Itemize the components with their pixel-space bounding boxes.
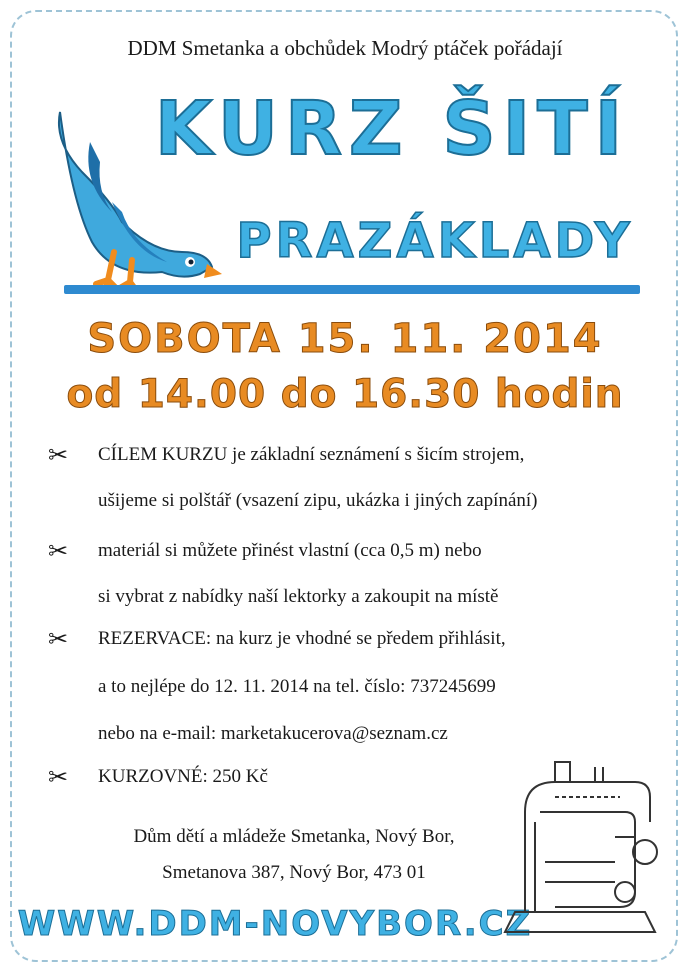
course-title: KURZ ŠITÍ — [154, 86, 630, 172]
info-line: CÍLEM KURZU je základní seznámení s šicím strojem, — [98, 444, 525, 465]
scissors-icon: ✂ — [48, 627, 69, 653]
course-subtitle: PRAZÁKLADY — [236, 213, 634, 269]
sewing-machine-icon — [495, 742, 665, 942]
website-link[interactable]: WWW.DDM-NOVYBOR.CZ — [17, 904, 533, 944]
info-line: materiál si můžete přinést vlastní (cca 0,5 m) nebo — [98, 540, 482, 561]
event-time: od 14.00 do 16.30 hodin — [66, 372, 624, 417]
address-line: Dům dětí a mládeže Smetanka, Nový Bor, — [133, 826, 455, 847]
scissors-icon: ✂ — [48, 765, 69, 791]
organizer-text: DDM Smetanka a obchůdek Modrý ptáček pořádají — [127, 36, 563, 60]
info-line: KURZOVNÉ: 250 Kč — [98, 766, 268, 787]
scissors-icon: ✂ — [48, 539, 69, 565]
event-date: SOBOTA 15. 11. 2014 — [87, 316, 603, 362]
info-line: ušijeme si polštář (vsazení zipu, ukázka i jiných zapínání) — [98, 490, 538, 511]
scissors-icon: ✂ — [48, 443, 69, 469]
divider-rule — [64, 285, 640, 294]
info-line: si vybrat z nabídky naší lektorky a zakoupit na místě — [98, 586, 499, 607]
info-line: nebo na e-mail: marketakucerova@seznam.cz — [98, 723, 448, 744]
info-line: a to nejlépe do 12. 11. 2014 na tel. číslo: 737245699 — [98, 676, 496, 697]
address-line: Smetanova 387, Nový Bor, 473 01 — [162, 862, 426, 883]
info-line: REZERVACE: na kurz je vhodné se předem přihlásit, — [98, 628, 506, 649]
